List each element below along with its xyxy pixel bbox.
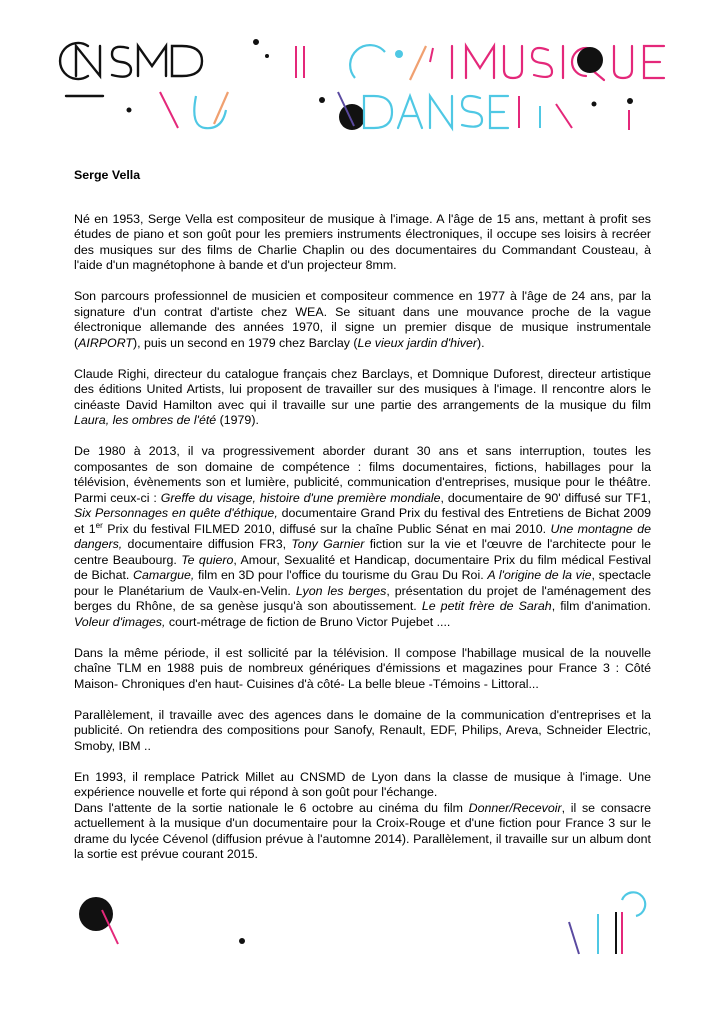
black-dot-large bbox=[79, 897, 113, 931]
paragraph-7: En 1993, il remplace Patrick Millet au CNSMD de Lyon dans la classe de musique à l'image. Une expérience nouvelle et forte qui répond à son goût pour l'échange. bbox=[74, 769, 651, 799]
paragraph-8: Dans l'attente de la sortie nationale le 6 octobre au cinéma du film Donner/Recevoir, il se consacre actuellement à la musique d'un documentaire pour la Croix-Rouge et d'une fiction pour France 3 sur le drame du lycée Cévenol (diffusion prévue à l'automne 2014). Parallèlement, il travaille sur un album dont la sortie est prévue courant 2015. bbox=[74, 800, 652, 861]
header-logo bbox=[0, 0, 724, 150]
article bbox=[74, 168, 651, 878]
paragraph-5: Dans la même période, il est sollicité par la télévision. Il compose l'habillage musical de la nouvelle chaîne TLM en 1988 puis de nombreux génériques d'émissions et magazines pour France 3 : Côté Maison- Chroniques d'en haut- Cuisines d'à côté- La belle bleue -Témoins - Littoral... bbox=[74, 645, 651, 691]
paragraph-2: Son parcours professionnel de musicien et compositeur commence en 1977 à l'âge de 24 ans, par la signature d'un contrat d'artiste chez WEA. Se situant dans une mouvance proche de la vague électronique allemande des années 1970, il signe un premier disque de musique instrumentale (AIRPORT), puis un second en 1979 chez Barclay (Le vieux jardin d'hiver). bbox=[74, 289, 651, 350]
danse-lettering bbox=[364, 96, 508, 128]
purple-stroke bbox=[569, 922, 579, 954]
cnsmd-wordmark bbox=[60, 43, 202, 96]
paragraph-4: De 1980 à 2013, il va progressivement aborder durant 30 ans et sans interruption, toutes les composantes de son domaine de compétence : films documentaires, fictions, habillages pour la télévision, évènements son et lumière, publicité, communication d'entreprises, musique pour le théâtre. Parmi ceux-ci : Greffe du visage, histoire d'une première mondiale, documentaire de 90' diffusé sur TF1, Six Personnages en quête d'éthique, documentaire Grand Prix du festival des Entretiens de Bichat 2009 et 1er Prix du festival FILMED 2010, diffusé sur la chaîne Public Sénat en mai 2010. Une montagne de dangers, documentaire diffusion FR3, Tony Garnier fiction sur la vie et l'œuvre de l'architecte pour le centre Beaubourg. Te quiero, Amour, Sexualité et Handicap, documentaire Prix du film médical Festival de Bichat. Camargue, film en 3D pour l'office du tourisme du Grau Du Roi. A l'origine de la vie, spectacle pour le Planétarium de Vaulx-en-Velin. Lyon les berges, présentation du projet de l'aménagement des berges du Rhône, de sa genèse jusqu'à son aboutissement. Le petit frère de Sarah, film d'animation. Voleur d'images, court-métrage de fiction de Bruno Victor Pujebet .... bbox=[74, 444, 651, 629]
paragraph-3: Claude Righi, directeur du catalogue français chez Barclays, et Domnique Duforest, directeur artistique des éditions United Artists, lui proposent de travailler sur des musiques à l'image. Il rencontre alors le cinéaste David Hamilton avec qui il travaille sur une partie des arrangements de la musique du film Laura, les ombres de l'été (1979). bbox=[74, 366, 651, 427]
paragraph-1: Né en 1953, Serge Vella est compositeur de musique à l'image. A l'âge de 15 ans, mettant à profit ses études de piano et son goût pour les premiers instruments électroniques, il occupe ses loisirs à recréer des musiques sur des films de Charlie Chaplin ou des documentaires du Commandant Cousteau, à l'aide d'un magnétophone à bande et d'un projecteur 8mm. bbox=[74, 211, 651, 272]
musique-lettering bbox=[452, 46, 664, 80]
footer-decoration bbox=[0, 880, 724, 960]
cyan-arc bbox=[622, 892, 645, 916]
article-title: Serge Vella bbox=[74, 168, 141, 182]
black-dot-small bbox=[239, 938, 245, 944]
paragraph-6: Parallèlement, il travaille avec des agences dans le domaine de la communication d'entreprises et la publicité. On retiendra des compositions pour Sanofy, Renault, EDF, Philips, Areva, Schneider Electric, Smoby, IBM .. bbox=[74, 707, 651, 753]
